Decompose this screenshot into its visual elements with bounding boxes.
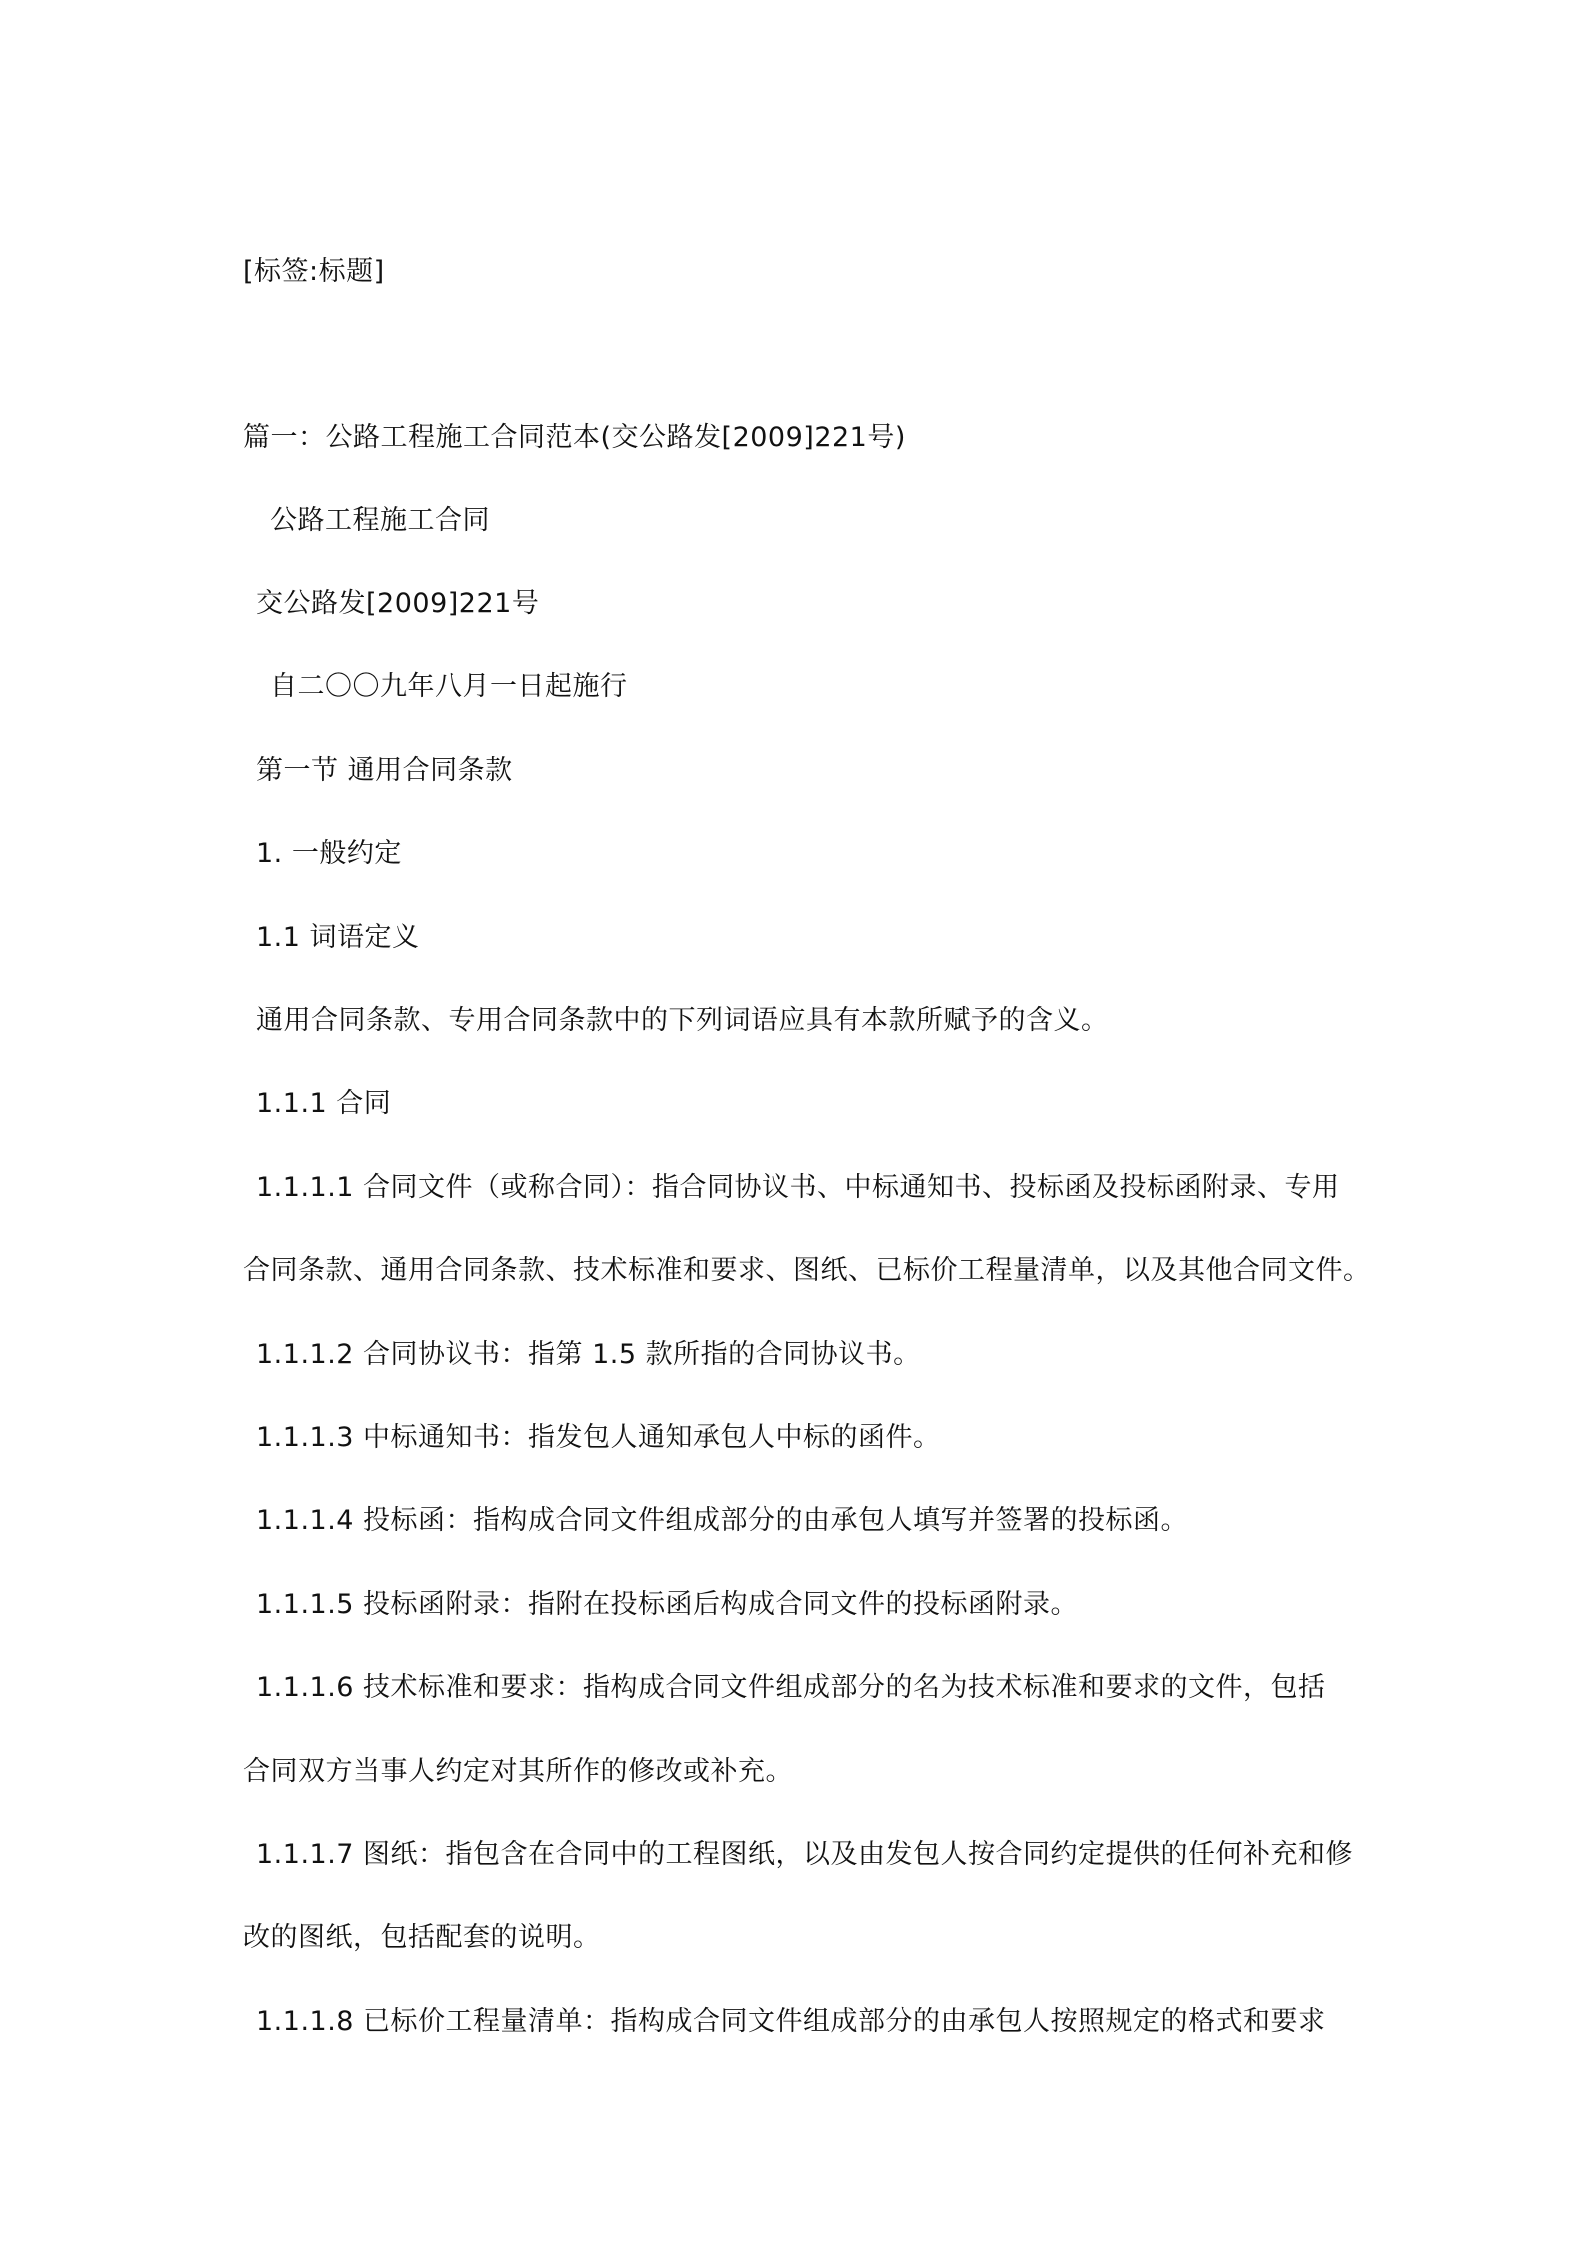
effective-date: 自二〇〇九年八月一日起施行: [270, 671, 628, 702]
paragraph-line: 1.1.1.5 投标函附录：指附在投标函后构成合同文件的投标函附录。: [256, 1589, 1079, 1620]
document-tag: [标签:标题]: [243, 256, 385, 287]
paragraph-line: 通用合同条款、专用合同条款中的下列词语应具有本款所赋予的含义。: [256, 1005, 1109, 1036]
paragraph-line: 1.1.1.2 合同协议书：指第 1.5 款所指的合同协议书。: [256, 1339, 921, 1370]
subclause-heading: 1.1 词语定义: [256, 922, 420, 953]
subclause-heading: 1.1.1 合同: [256, 1088, 392, 1119]
clause-heading: 1. 一般约定: [256, 838, 402, 869]
paragraph-line: 1.1.1.8 已标价工程量清单：指构成合同文件组成部分的由承包人按照规定的格式和要求: [256, 2006, 1326, 2037]
paragraph-line: 1.1.1.4 投标函：指构成合同文件组成部分的由承包人填写并签署的投标函。: [256, 1505, 1189, 1536]
paragraph-line: 改的图纸，包括配套的说明。: [243, 1922, 601, 1953]
contract-number: 交公路发[2009]221号: [256, 588, 540, 619]
document-heading: 篇一：公路工程施工合同范本(交公路发[2009]221号): [243, 422, 906, 453]
section-title: 第一节 通用合同条款: [256, 755, 513, 786]
paragraph-line: 1.1.1.1 合同文件（或称合同）：指合同协议书、中标通知书、投标函及投标函附录、专用: [256, 1172, 1340, 1203]
paragraph-line: 合同条款、通用合同条款、技术标准和要求、图纸、已标价工程量清单，以及其他合同文件。: [243, 1255, 1371, 1286]
paragraph-line: 合同双方当事人约定对其所作的修改或补充。: [243, 1756, 793, 1787]
paragraph-line: 1.1.1.7 图纸：指包含在合同中的工程图纸，以及由发包人按合同约定提供的任何补充和修: [256, 1839, 1354, 1870]
paragraph-line: 1.1.1.3 中标通知书：指发包人通知承包人中标的函件。: [256, 1422, 941, 1453]
paragraph-line: 1.1.1.6 技术标准和要求：指构成合同文件组成部分的名为技术标准和要求的文件，包括: [256, 1672, 1326, 1703]
contract-title: 公路工程施工合同: [270, 505, 490, 536]
